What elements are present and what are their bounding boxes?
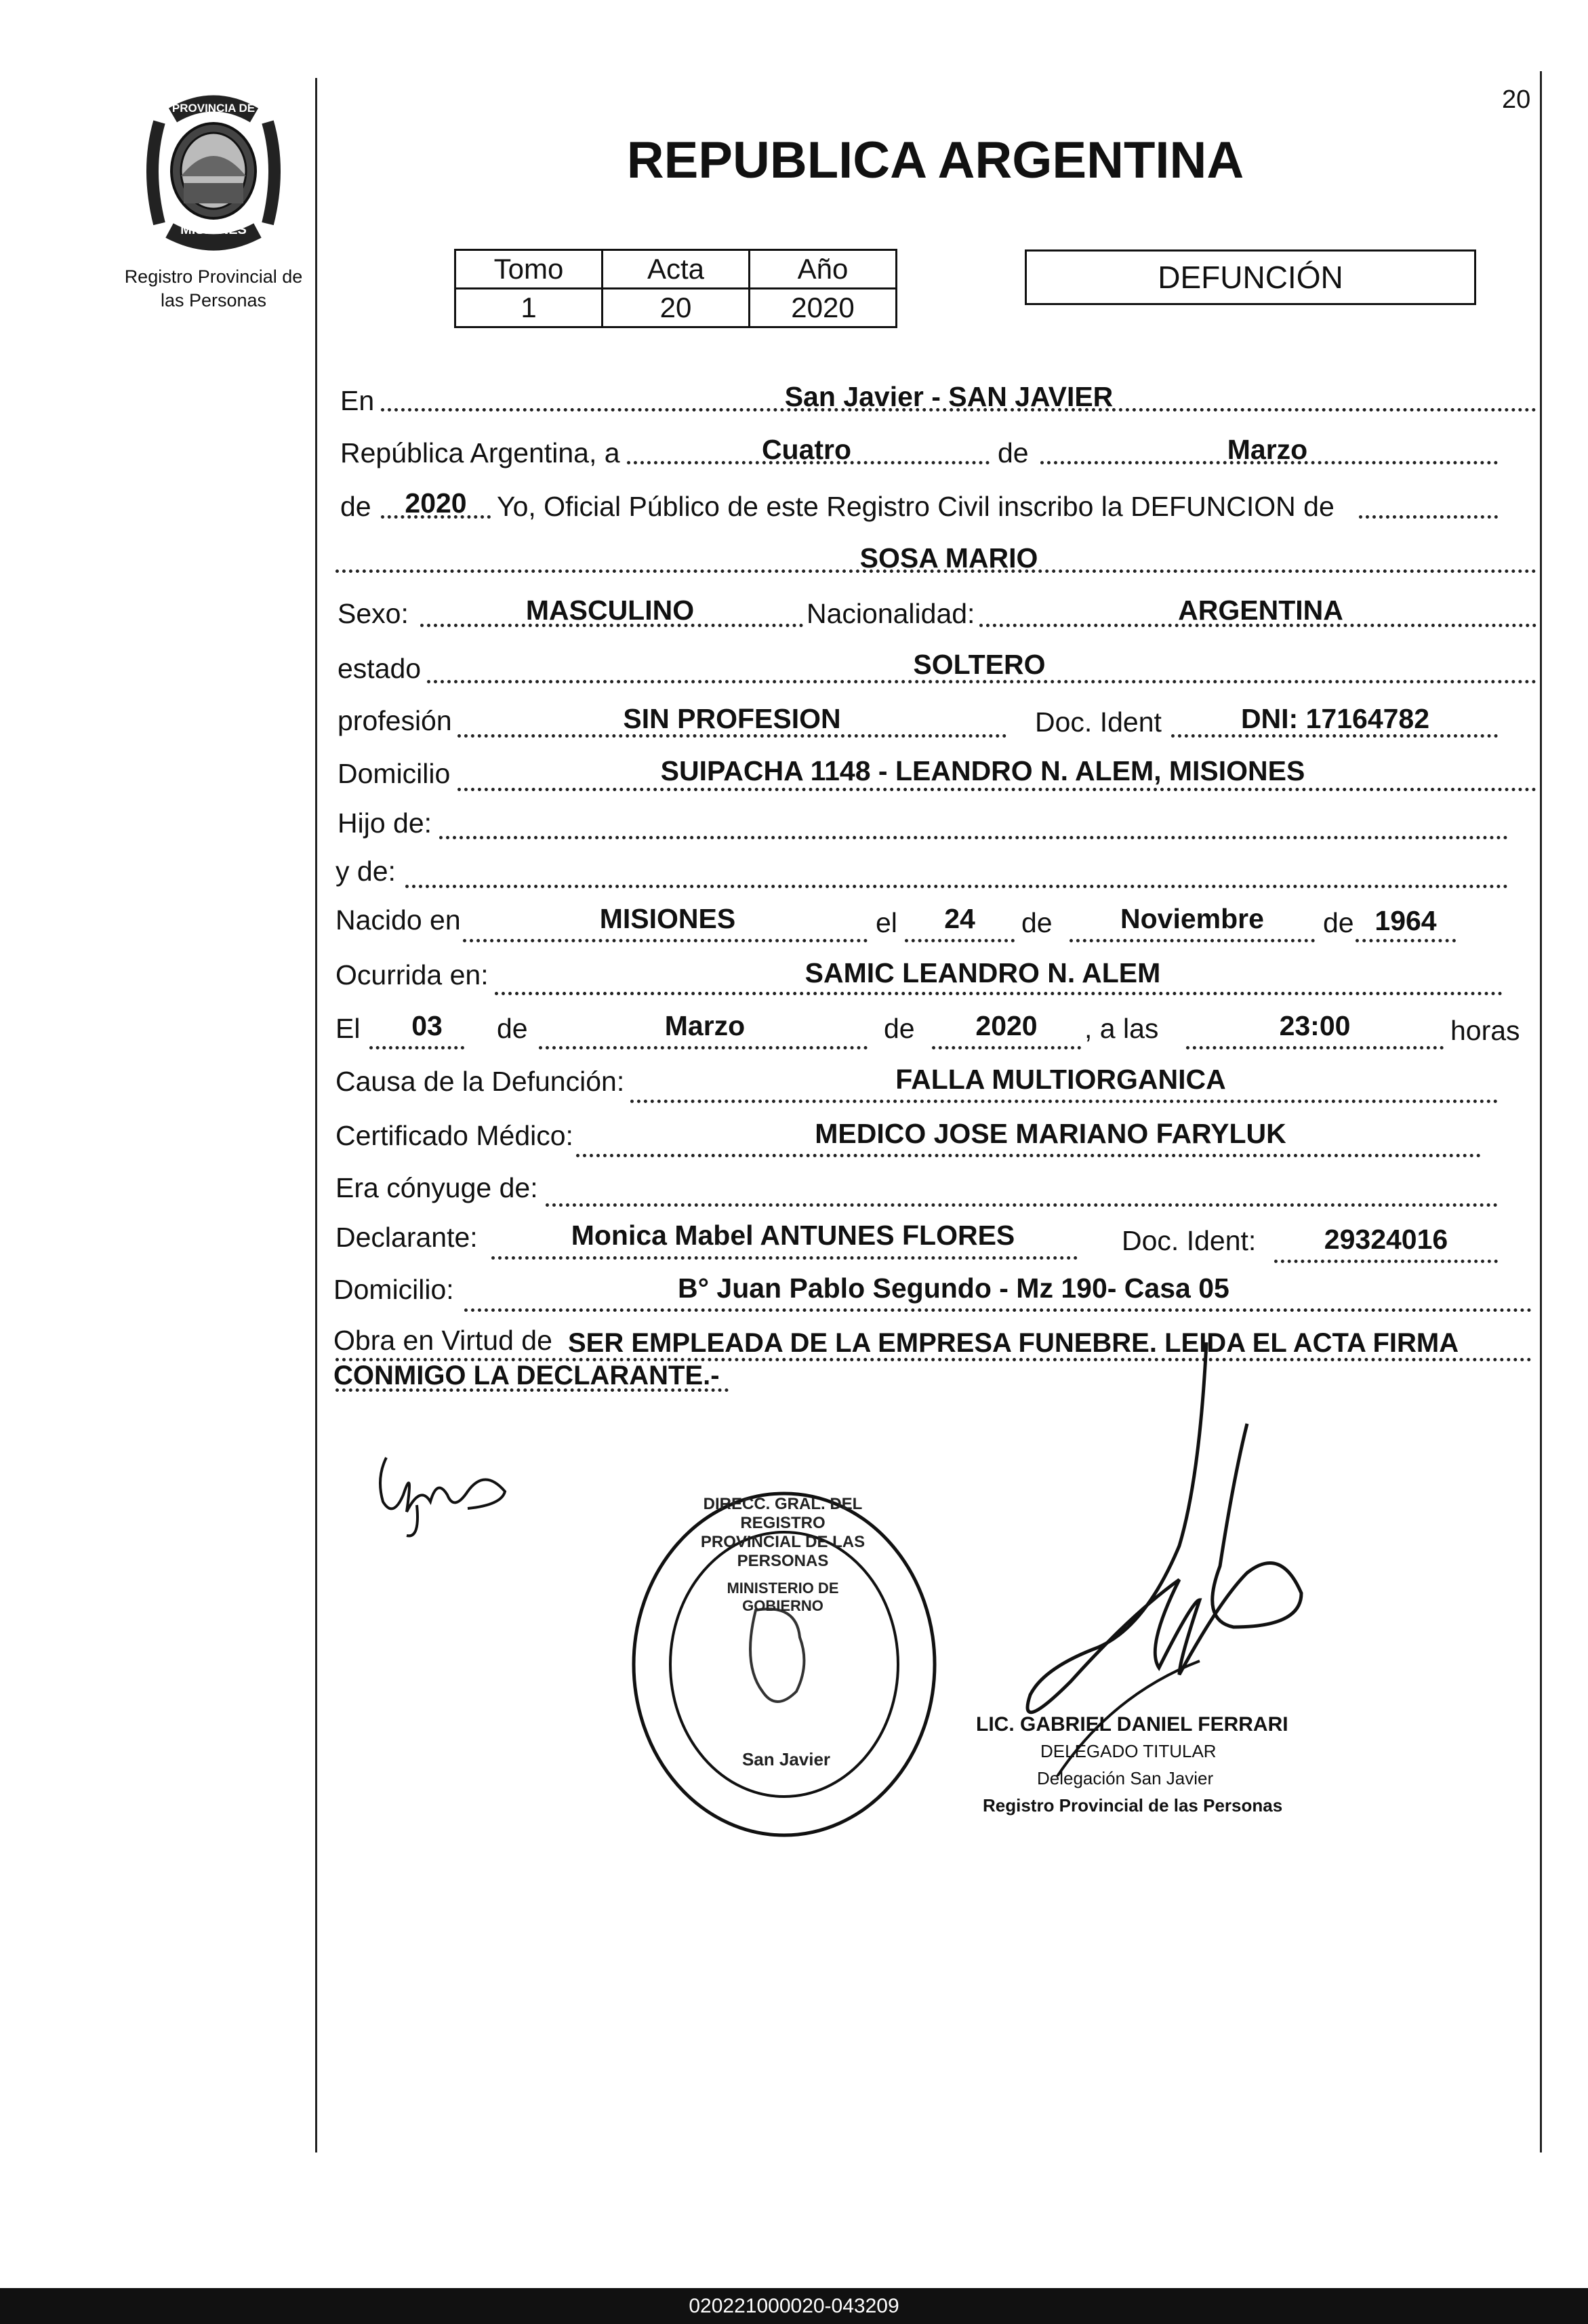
yde-line [405,885,1508,888]
record-header-acta: Acta [603,250,750,289]
inscription-text: Yo, Oficial Público de este Registro Civil inscribo la DEFUNCION de [497,491,1335,522]
nacionalidad-value: ARGENTINA [1178,595,1343,626]
record-header-tomo: Tomo [455,250,603,289]
el-label: el [876,907,897,938]
official-signature [976,1342,1328,1776]
de-label-5: de [497,1013,528,1044]
obra-line-2 [335,1388,729,1392]
nacido-mes-value: Noviembre [1120,903,1264,934]
def-hora-value: 23:00 [1279,1010,1351,1041]
nacido-lugar-line [463,939,868,942]
def-mes-line [539,1046,868,1049]
hijo-label: Hijo de: [338,807,432,839]
domicilio-label: Domicilio [338,758,451,789]
registry-name-line2: las Personas [160,290,267,310]
official-registry: Registro Provincial de las Personas [983,1795,1283,1816]
certificado-line [576,1154,1481,1157]
nacido-anio-value: 1964 [1375,905,1437,936]
estado-label: estado [338,653,422,684]
document-type: DEFUNCIÓN [1158,260,1343,295]
seal-outer-text: DIRECC. GRAL. DEL REGISTRO PROVINCIAL DE LAS PERSONAS [700,1495,866,1570]
mes-value: Marzo [1227,434,1308,465]
nacido-dia-value: 24 [944,903,975,934]
de-label-4: de [1323,907,1354,938]
sexo-value: MASCULINO [525,595,695,626]
declarante-line [491,1256,1078,1260]
ocurrida-value: SAMIC LEANDRO N. ALEM [805,957,1161,988]
declarante-doc-line [1274,1260,1498,1263]
def-anio-value: 2020 [975,1010,1038,1041]
estado-line [427,680,1536,683]
en-label: En [340,385,375,416]
causa-line [630,1100,1498,1103]
doc-ident-line [1171,734,1498,738]
ocurrida-line [495,992,1503,995]
logo-text-bottom: MISIONES [180,222,247,237]
seal-place: San Javier [741,1749,831,1769]
doc-ident-value: DNI: 17164782 [1240,703,1430,734]
el2-label: El [335,1013,361,1044]
footer-code: 020221000020-043209 [0,2288,1588,2324]
declarant-signature [366,1437,515,1552]
de-label-2: de [340,491,371,522]
estado-value: SOLTERO [913,649,1046,680]
seal-inner-text: MINISTERIO DE GOBIERNO [727,1580,839,1614]
obra-value-2: CONMIGO LA DECLARANTE.- [333,1361,720,1390]
domicilio-value: SUIPACHA 1148 - LEANDRO N. ALEM, MISIONES [660,755,1305,786]
nacionalidad-label: Nacionalidad: [807,598,975,629]
nacido-label: Nacido en [335,904,461,936]
document-type-box [1025,249,1476,305]
republica-label: República Argentina, a [340,437,620,468]
declarante-doc-value: 29324016 [1324,1224,1448,1255]
certificado-value: MEDICO JOSE MARIANO FARYLUK [815,1118,1286,1149]
logo-text-top: PROVINCIA DE [171,102,256,115]
domicilio-line [457,788,1536,791]
right-margin-line [1540,71,1542,2152]
declarante-value: Monica Mabel ANTUNES FLORES [571,1220,1015,1251]
def-hora-line [1186,1046,1444,1049]
sexo-label: Sexo: [338,598,409,629]
de-label-6: de [884,1013,915,1044]
nacido-dia-line [905,939,1015,942]
nacido-anio-line [1356,939,1456,942]
declarante-doc-label: Doc. Ident: [1122,1225,1257,1256]
record-value-acta: 20 [603,289,750,327]
causa-label: Causa de la Defunción: [335,1066,625,1097]
deceased-name: SOSA MARIO [859,542,1038,574]
profesion-value: SIN PROFESION [623,703,841,734]
domicilio2-line [464,1308,1532,1312]
certificado-label: Certificado Médico: [335,1120,573,1151]
domicilio2-value: B° Juan Pablo Segundo - Mz 190- Casa 05 [678,1273,1229,1304]
conyuge-line [546,1203,1498,1207]
causa-value: FALLA MULTIORGANICA [895,1064,1226,1095]
anio-value: 2020 [405,487,467,519]
obra-label: Obra en Virtud de [333,1325,552,1356]
de-label-1: de [998,437,1029,468]
hijo-line [439,836,1508,839]
alas-label: , a las [1084,1013,1159,1044]
left-margin-line [315,78,317,2152]
def-mes-value: Marzo [664,1010,746,1041]
en-value: San Javier - SAN JAVIER [784,381,1114,412]
def-dia-line [369,1046,464,1049]
registry-name-line1: Registro Provincial de [124,266,303,287]
record-value-tomo: 1 [455,289,603,327]
de-label-3: de [1021,907,1053,938]
nacido-lugar-value: MISIONES [599,903,736,934]
doc-ident-label: Doc. Ident [1035,706,1162,738]
dia-value: Cuatro [761,434,852,465]
declarante-label: Declarante: [335,1222,478,1253]
official-office: Delegación San Javier [1037,1768,1214,1788]
record-header-anio: Año [750,250,897,289]
official-name: LIC. GABRIEL DANIEL FERRARI [976,1713,1288,1736]
profesion-line [457,734,1006,738]
ocurrida-label: Ocurrida en: [335,959,489,990]
inscription-line [1359,515,1498,519]
def-dia-value: 03 [411,1010,443,1041]
page-number: 20 [1502,85,1531,114]
official-title: DELEGADO TITULAR [1040,1741,1217,1761]
obra-value-1: SER EMPLEADA DE LA EMPRESA FUNEBRE. LEIDA EL ACTA FIRMA [568,1328,1459,1358]
horas-label: horas [1450,1015,1520,1046]
record-value-anio: 2020 [750,289,897,327]
def-anio-line [932,1046,1081,1049]
yde-label: y de: [335,856,396,887]
nacido-mes-line [1070,939,1315,942]
conyuge-label: Era cónyuge de: [335,1172,538,1203]
profesion-label: profesión [338,705,452,736]
page-title: REPUBLICA ARGENTINA [626,132,1244,189]
domicilio2-label: Domicilio: [333,1274,454,1305]
record-table [454,249,897,328]
